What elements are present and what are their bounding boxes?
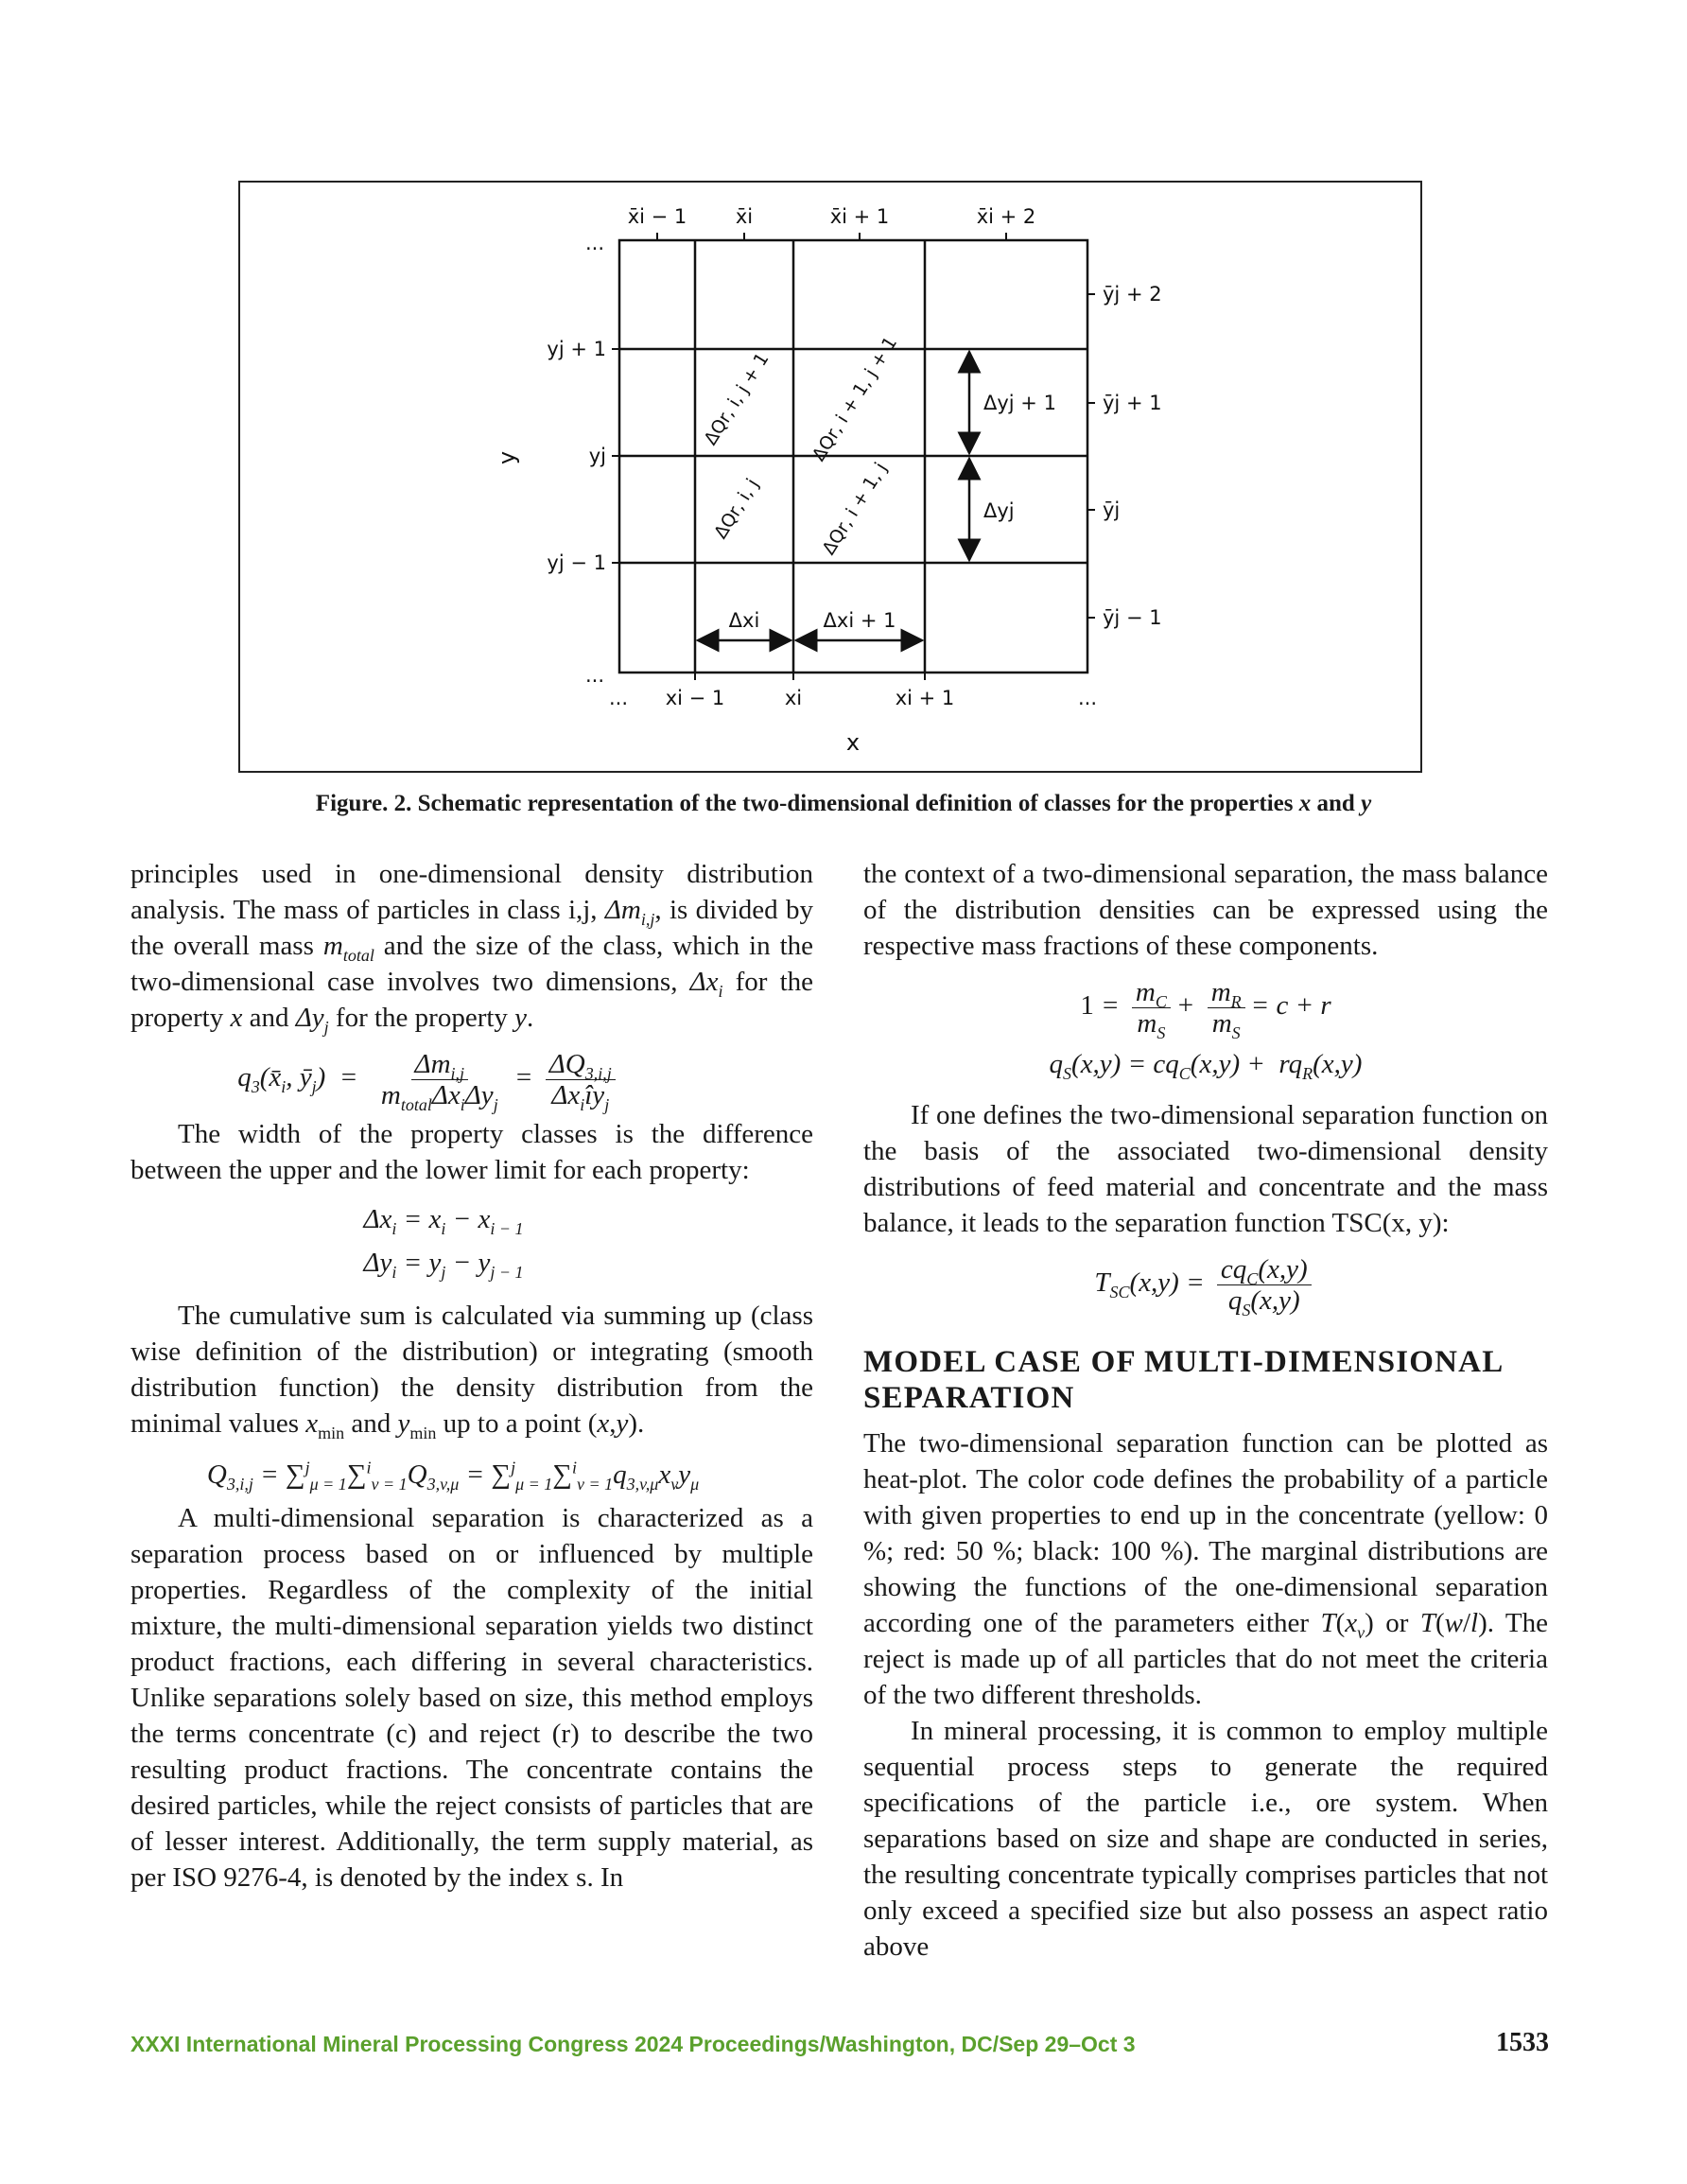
right-label-3: ȳj − 1 (1103, 606, 1162, 629)
paragraph: The cumulative sum is calculated via summing up (class wise definition of the distribution) or integrating (smooth distribution function) the density distribution from the minimal values $x_{min}$ and $y_{min}$ up to a point (x,y). (130, 1301, 813, 1442)
right-label-1: ȳj + 1 (1103, 392, 1162, 414)
left-label-0: yj + 1 (547, 338, 606, 360)
y-axis-label: y (494, 450, 520, 465)
left-label-2: yj − 1 (547, 551, 606, 574)
left-label-1: yj (588, 445, 606, 467)
top-label-1: x̄i (735, 205, 754, 228)
dy-label-0: Δyj + 1 (983, 392, 1056, 414)
cell-label-i1-j: ΔQr, i + 1, j (818, 459, 892, 559)
paragraph: the context of a two-dimensional separation, the mass balance of the distribution densities can be expressed using the respective mass fractions of these components. (863, 859, 1548, 961)
paragraph: If one defines the two-dimensional separation function on the basis of the associated two-dimensional density distributions of feed material and concentrate and the mass balance, it leads to the separation function TSC(x, y): (863, 1100, 1548, 1238)
right-column (863, 856, 1548, 1965)
paragraph: The two-dimensional separation function can be plotted as heat-plot. The color code defines the probability of a particle with given properties to end up in the concentrate (yellow: 0 %; red: 50 %; black: 100 %). The marginal distributions are showing the functions of the one-dimensional separation according one of the parameters either $T(x_v)$ or T(w/l). The reject is made up of all particles that do not meet the criteria of the two different thresholds. (863, 1428, 1548, 1710)
section-heading: MODEL CASE OF MULTI-DIMENSIONAL SEPARATION (863, 1345, 1503, 1415)
dy-label-1: Δyj (983, 499, 1015, 522)
bottom-label-2: xi + 1 (895, 687, 955, 709)
equation-density: $q_3(x̄_i$, $ȳ_j$) = $\frac{\Delta m_{i,j}}{m_{total}\Delta x_i\Delta y_j}$ = $\frac{\Delta Q_{3,i,j}}{\Delta x_iîy_j}$ (130, 1049, 813, 1110)
cell-label-i-j1: ΔQr, i, j + 1 (700, 349, 774, 449)
right-label-2: ȳj (1103, 498, 1121, 521)
dx-label-1: Δxi + 1 (823, 609, 896, 632)
paragraph: In mineral processing, it is common to employ multiple sequential process steps to generate the required specifications of the particle i.e., ore system. When separations based on size and shape are conducted in series, the resulting concentrate typically comprises particles that not only exceed a specified size but also possess an aspect ratio above (863, 1716, 1548, 1962)
page-number: 1533 (1496, 2028, 1549, 2057)
top-label-3: x̄i + 2 (976, 205, 1036, 228)
paragraph: The width of the property classes is the difference between the upper and the lower limit for each property: (130, 1119, 813, 1185)
equation-cumulative: $Q_{3,i,j} = \sum^j_{\mu = 1}\sum^i_{v = 1}Q_{3,v,\mu} = \sum^j_{\mu = 1}\sum^i_{v = 1}q_{3,v,\mu}x_vy_\mu$ (206, 1458, 700, 1494)
equation-mass-fractions: 1 = $\frac{m_C}{m_S}$ + $\frac{m_R}{m_S}$ = c + r (1080, 977, 1331, 1042)
figure-2-frame (238, 181, 1422, 773)
x-axis-label: x (845, 729, 861, 756)
bottom-label-0: xi − 1 (665, 687, 725, 709)
bottom-label-1: xi (784, 687, 803, 709)
figure-caption: Figure. 2. Schematic representation of the two-dimensional definition of classes for the properties x and y (315, 791, 1372, 816)
left-ellipsis-top: ... (584, 232, 604, 254)
top-label-0: x̄i − 1 (627, 205, 687, 228)
cell-label-i-j: ΔQr, i, j (709, 475, 763, 543)
paragraph: A multi-dimensional separation is characterized as a separation process based on or influenced by multiple properties. Regardless of the complexity of the initial mixture, the multi-dimensional separation yields two distinct product fractions, each differing in several characteristics. Unlike separations solely based on size, this method employs the terms concentrate (c) and reject (r) to describe the two resulting product fractions. The concentrate contains the desired particles, while the reject consists of particles that are of lesser interest. Additionally, the term supply material, as per ISO 9276-4, is denoted by the index s. In (130, 1503, 813, 1893)
footer-proceedings: XXXI International Mineral Processing Congress 2024 Proceedings/Washington, DC/Sep 29–Oct 3 (130, 2032, 1136, 2056)
grid-lines (619, 240, 1087, 673)
class-grid-diagram (240, 183, 1424, 775)
cell-label-i1-j1: ΔQr, i + 1, j + 1 (808, 333, 902, 465)
bottom-ellipsis-right: ... (1077, 687, 1098, 709)
left-column (130, 856, 813, 1896)
top-label-2: x̄i + 1 (829, 205, 890, 228)
equation-mass-balance: $q_S(x,y) = cq_C(x,y) + rq_R(x,y)$ (1049, 1049, 1363, 1083)
bottom-ellipsis-left: ... (608, 687, 629, 709)
dx-label-0: Δxi (728, 609, 760, 632)
paragraph: principles used in one-dimensional density distribution analysis. The mass of particles in class i,j, $\Delta m_{i,j}$, is divided by the overall mass $m_{total}$ and the size of the class, which in the two-dimensional case involves two dimensions, $\Delta x_i$ for the property x and $\Delta y_j$ for the property y. (130, 859, 813, 1037)
equation-class-width: $\Delta x_i = x_i - x_{i - 1}$ $\Delta y_i = y_j - y_{j - 1}$ (363, 1204, 524, 1282)
left-ellipsis-bottom: ... (584, 664, 604, 687)
right-label-0: ȳj + 2 (1103, 283, 1162, 306)
equation-separation-function: $T_{SC}(x,y)$ = $\frac{cq_C(x,y)}{q_S(x,y)}$ (863, 1254, 1548, 1316)
